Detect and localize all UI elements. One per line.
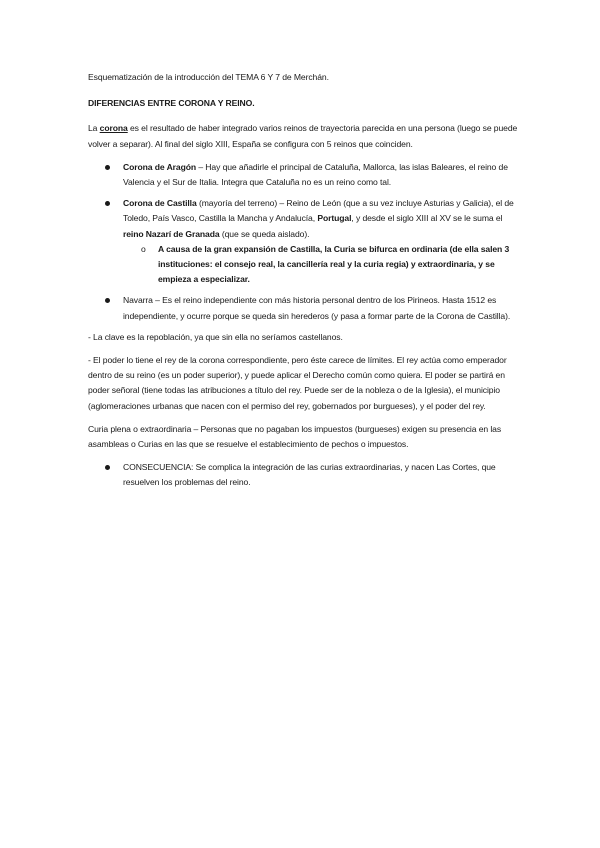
castilla-text-2: , y desde el siglo XIII al XV se le suma el — [351, 213, 503, 224]
aragon-text: – Hay que añadirle el principal de Cataluña, Mallorca, las islas Baleares, el reino de Valencia y el Sur de Italia. Integra que Cataluña no es un reino como tal. — [123, 161, 508, 188]
curia-paragraph: Curia plena o extraordinaria – Personas que no pagaban los impuestos (burgueses) exigen su presencia en las asambleas o Curias en las que se resuelve el establecimiento de pechos o impuestos. — [88, 423, 502, 450]
bullet-icon — [105, 298, 110, 303]
consecuencia-list — [88, 460, 518, 490]
portugal-term: Portugal — [317, 213, 352, 224]
consecuencia-text: CONSECUENCIA: Se complica la integración de las curias extraordinarias, y nacen Las Cortes, que resuelven los problemas del reino. — [123, 462, 496, 488]
list-item-castilla — [88, 196, 518, 287]
intro-pre: La — [88, 123, 100, 134]
navarra-text: Navarra – Es el reino independiente con más historia personal dentro de los Pirineos. Hasta 1512 es independiente, y ocurre porque se queda sin herederos (y pasa a formar parte de la Corona de Castilla). — [123, 295, 511, 321]
list-item-aragon — [88, 160, 518, 190]
bullet-icon — [105, 201, 110, 206]
curia-sub-text: A causa de la gran expansión de Castilla, la Curia se bifurca en ordinaria (de ella salen 3 instituciones: el consejo real, la cancillería real y la curia regia) y extraordinaria, y se empieza a especializar. — [158, 243, 510, 285]
aragon-title: Corona de Aragón — [123, 161, 197, 172]
list-item-navarra — [88, 293, 518, 323]
intro-post: es el resultado de haber integrado varios reinos de trayectoria parecida en una persona (luego se puede volver a separar). Al final del siglo XIII, España se configura con 5 reinos que coinciden. — [88, 123, 518, 149]
castilla-sublist — [123, 242, 518, 288]
list-item-consecuencia — [88, 460, 518, 490]
sub-item-curia — [123, 242, 518, 288]
poder-paragraph: - El poder lo tiene el rey de la corona correspondiente, pero éste carece de límites. El rey actúa como emperador dentro de su reino (es un poder superior), y puede aplicar el Derecho común como quiera. El poder se partirá en poder señoral (tiene todas las atribuciones a título del rey. Puede ser de la nobleza o de la Iglesia), el municipio (aglomeraciones urbanas que nacen con el permiso del rey, gobernados por burgueses), y el poder del rey. — [88, 355, 507, 411]
castilla-text-3: (que se queda aislado). — [219, 228, 310, 239]
castilla-title: Corona de Castilla — [123, 198, 197, 209]
bullet-icon — [105, 165, 110, 170]
bullet-icon — [105, 465, 110, 470]
intro-paragraph — [88, 121, 518, 151]
circle-bullet-icon: o — [141, 243, 146, 254]
section-heading: DIFERENCIAS ENTRE CORONA Y REINO. — [88, 98, 255, 109]
document-subtitle: Esquematización de la introducción del TEMA 6 Y 7 de Merchán. — [88, 72, 329, 82]
corona-term: corona — [99, 123, 128, 134]
reinos-list — [88, 160, 518, 324]
castilla-text-1: (mayoría del terreno) – Reino de León (que a su vez incluye Asturias y Galicia), el de Toledo, País Vasco, Castilla la Mancha y Andalucía, — [123, 198, 514, 224]
nazari-term: reino Nazarí de Granada — [123, 228, 220, 239]
repoblacion-paragraph: - La clave es la repoblación, ya que sin ella no seríamos castellanos. — [88, 331, 343, 342]
document-page — [88, 70, 518, 497]
